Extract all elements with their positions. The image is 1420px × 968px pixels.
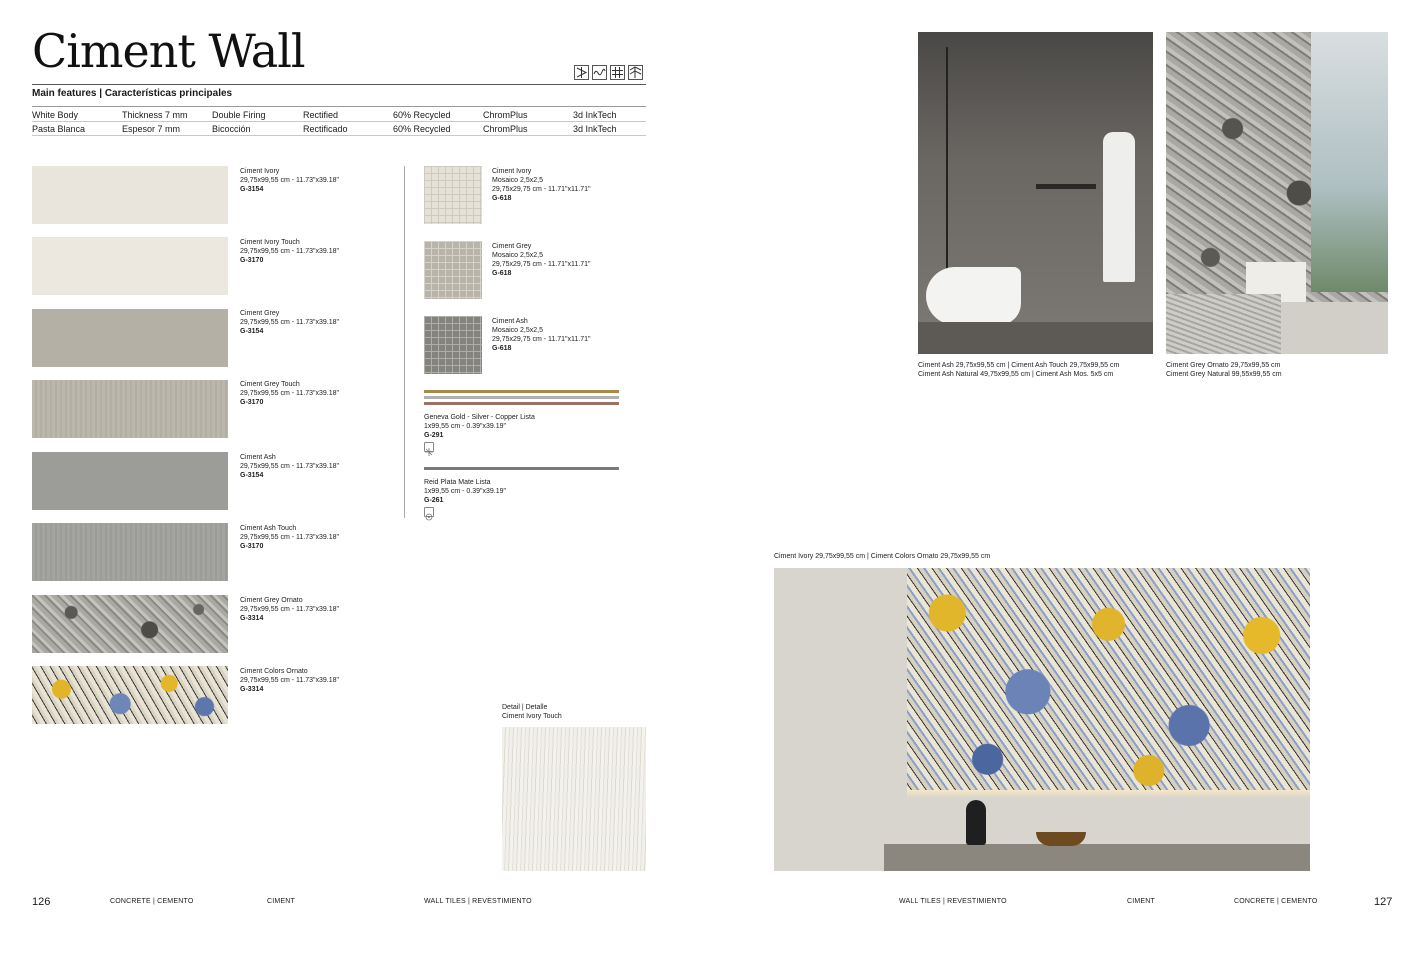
footer-series-left: CIMENT bbox=[267, 898, 296, 905]
tile-size: 29,75x99,55 cm - 11.73"x39.18" bbox=[240, 534, 340, 541]
mosaic-code: G-618 bbox=[492, 195, 512, 202]
stone-table bbox=[1166, 294, 1281, 354]
tile-label bbox=[240, 667, 339, 694]
ornato-mural bbox=[907, 568, 1310, 793]
feature-chromplus: ChromPlus bbox=[483, 110, 528, 120]
footer-category-right: CONCRETE | CEMENTO bbox=[1234, 898, 1318, 905]
caption-line: Ciment Grey Natural 99,55x99,55 cm bbox=[1166, 371, 1282, 378]
tile-size: 29,75x99,55 cm - 11.73"x39.18" bbox=[240, 390, 340, 397]
tile-label bbox=[240, 596, 339, 623]
detail-label-2: Ciment Ivory Touch bbox=[502, 713, 562, 720]
tile-swatch-ciment-ash bbox=[32, 452, 228, 510]
tile-size: 29,75x99,55 cm - 11.73"x39.18" bbox=[240, 606, 340, 613]
caption-line: Ciment Grey Ornato 29,75x99,55 cm bbox=[1166, 362, 1281, 369]
page-title: Ciment Wall bbox=[32, 24, 305, 78]
mosaic-size: 29,75x29,75 cm - 11.71"x11.71" bbox=[492, 336, 591, 343]
mosaic-size: 29,75x29,75 cm - 11.71"x11.71" bbox=[492, 261, 591, 268]
page-number-right: 127 bbox=[1374, 896, 1393, 908]
tile-code: G-3170 bbox=[240, 543, 264, 550]
feature-recycled: 60% Recycled bbox=[393, 110, 451, 120]
footer-series-right: CIMENT bbox=[1127, 898, 1156, 905]
grid-icon bbox=[610, 65, 625, 80]
mosaic-name: Ciment Grey bbox=[492, 243, 532, 250]
led-strip bbox=[907, 790, 1310, 798]
lista-size: 1x99,55 cm - 0.39"x39.19" bbox=[424, 488, 507, 495]
page-number-left: 126 bbox=[32, 896, 51, 908]
rectified-icon bbox=[574, 65, 589, 80]
mosaic-code: G-618 bbox=[492, 345, 512, 352]
feature-inktech: 3d InkTech bbox=[573, 110, 617, 120]
round-pattern-icon bbox=[424, 507, 434, 517]
tile-name: Ciment Ash Touch bbox=[240, 525, 297, 532]
mosaic-swatch-ciment-ivory bbox=[424, 166, 482, 224]
tile-swatch-ciment-ivory bbox=[32, 166, 228, 224]
tile-label bbox=[240, 524, 339, 551]
tile-size: 29,75x99,55 cm - 11.73"x39.18" bbox=[240, 177, 340, 184]
lista-plata-stripe bbox=[424, 467, 619, 470]
tile-code: G-3154 bbox=[240, 328, 264, 335]
bathrobe bbox=[1103, 132, 1135, 282]
mosaic-format: Mosaico 2,5x2,5 bbox=[492, 327, 543, 334]
feature-firing: Double Firing bbox=[212, 110, 266, 120]
tile-size: 29,75x99,55 cm - 11.73"x39.18" bbox=[240, 463, 340, 470]
feature-body: White Body bbox=[32, 110, 79, 120]
tile-name: Ciment Ash bbox=[240, 454, 276, 461]
bathroom-photo bbox=[918, 32, 1153, 354]
mosaic-label bbox=[492, 167, 591, 203]
detail-label-1: Detail | Detalle bbox=[502, 704, 548, 711]
bowl bbox=[1036, 832, 1086, 846]
detail-label bbox=[502, 703, 562, 721]
mosaic-label bbox=[492, 242, 591, 278]
tile-swatch-ciment-grey bbox=[32, 309, 228, 367]
feature-recycled-es: 60% Recycled bbox=[393, 124, 451, 134]
feature-icons bbox=[574, 65, 643, 80]
tile-code: G-3154 bbox=[240, 472, 264, 479]
column-divider bbox=[404, 166, 405, 518]
caption-line: Ciment Ash 29,75x99,55 cm | Ciment Ash Touch 29,75x99,55 cm bbox=[918, 362, 1120, 369]
mosaic-swatch-ciment-grey bbox=[424, 241, 482, 299]
tile-name: Ciment Colors Ornato bbox=[240, 668, 308, 675]
lista-code: G-291 bbox=[424, 432, 444, 439]
caption-line: Ciment Ash Natural 49,75x99,55 cm | Ciment Ash Mos. 5x5 cm bbox=[918, 371, 1114, 378]
lista-name: Geneva Gold - Silver - Copper Lista bbox=[424, 414, 535, 421]
tile-code: G-3154 bbox=[240, 186, 264, 193]
feature-inktech-es: 3d InkTech bbox=[573, 124, 617, 134]
mosaic-format: Mosaico 2,5x2,5 bbox=[492, 252, 543, 259]
floor bbox=[918, 322, 1153, 354]
feature-rectified: Rectified bbox=[303, 110, 339, 120]
lista-silver-stripe bbox=[424, 396, 619, 399]
wall-caption: Ciment Ivory 29,75x99,55 cm | Ciment Colors Ornato 29,75x99,55 cm bbox=[774, 553, 991, 560]
terrace-photo bbox=[1166, 32, 1388, 354]
tile-label bbox=[240, 238, 339, 265]
tile-size: 29,75x99,55 cm - 11.73"x39.18" bbox=[240, 319, 340, 326]
tile-code: G-3314 bbox=[240, 686, 264, 693]
tile-label bbox=[240, 453, 339, 480]
tile-swatch-ciment-grey-touch bbox=[32, 380, 228, 438]
tile-name: Ciment Ivory Touch bbox=[240, 239, 300, 246]
tile-code: G-3314 bbox=[240, 615, 264, 622]
tile-swatch-ciment-grey-ornato bbox=[32, 595, 228, 653]
window-view bbox=[1311, 32, 1388, 292]
tile-swatch-ciment-ivory-touch bbox=[32, 237, 228, 295]
lista-label bbox=[424, 478, 506, 505]
tile-size: 29,75x99,55 cm - 11.73"x39.18" bbox=[240, 248, 340, 255]
tile-name: Ciment Grey Touch bbox=[240, 381, 300, 388]
tile-name: Ciment Ivory bbox=[240, 168, 280, 175]
mosaic-code: G-618 bbox=[492, 270, 512, 277]
stone-shelf bbox=[884, 844, 1310, 871]
3d-texture-icon bbox=[628, 65, 643, 80]
feature-chromplus-es: ChromPlus bbox=[483, 124, 528, 134]
tile-label bbox=[240, 167, 339, 194]
tile-name: Ciment Grey bbox=[240, 310, 280, 317]
tile-pattern-icon bbox=[424, 442, 434, 452]
terrace-caption bbox=[1166, 361, 1282, 379]
sculpture bbox=[966, 800, 986, 845]
footer-type-left: WALL TILES | REVESTIMIENTO bbox=[424, 898, 532, 905]
tile-name: Ciment Grey Ornato bbox=[240, 597, 303, 604]
mosaic-label bbox=[492, 317, 591, 353]
lista-code: G-261 bbox=[424, 497, 444, 504]
tile-code: G-3170 bbox=[240, 257, 264, 264]
shelf bbox=[1036, 184, 1096, 189]
mosaic-size: 29,75x29,75 cm - 11.71"x11.71" bbox=[492, 186, 591, 193]
mosaic-name: Ciment Ash bbox=[492, 318, 528, 325]
tile-label bbox=[240, 309, 339, 336]
lista-gold-stripe bbox=[424, 390, 619, 393]
tile-label bbox=[240, 380, 339, 407]
lista-name: Reid Plata Mate Lista bbox=[424, 479, 491, 486]
feature-thickness-es: Espesor 7 mm bbox=[122, 124, 181, 134]
tile-swatch-ciment-colors-ornato bbox=[32, 666, 228, 724]
ornato-wall-photo bbox=[774, 568, 1310, 871]
toilet bbox=[926, 267, 1021, 325]
wave-icon bbox=[592, 65, 607, 80]
mosaic-name: Ciment Ivory bbox=[492, 168, 532, 175]
feature-firing-es: Bicocción bbox=[212, 124, 251, 134]
bathroom-caption bbox=[918, 361, 1119, 379]
features-heading: Main features | Características principales bbox=[32, 88, 233, 99]
mosaic-swatch-ciment-ash bbox=[424, 316, 482, 374]
feature-thickness: Thickness 7 mm bbox=[122, 110, 188, 120]
footer-type-right: WALL TILES | REVESTIMIENTO bbox=[899, 898, 1007, 905]
mosaic-format: Mosaico 2,5x2,5 bbox=[492, 177, 543, 184]
footer-category-left: CONCRETE | CEMENTO bbox=[110, 898, 194, 905]
tile-size: 29,75x99,55 cm - 11.73"x39.18" bbox=[240, 677, 340, 684]
tile-swatch-ciment-ash-touch bbox=[32, 523, 228, 581]
feature-rectified-es: Rectificado bbox=[303, 124, 348, 134]
lista-copper-stripe bbox=[424, 402, 619, 405]
lista-label bbox=[424, 413, 535, 440]
detail-texture-image bbox=[502, 727, 646, 871]
tile-code: G-3170 bbox=[240, 399, 264, 406]
lista-size: 1x99,55 cm - 0.39"x39.19" bbox=[424, 423, 507, 430]
feature-body-es: Pasta Blanca bbox=[32, 124, 86, 134]
